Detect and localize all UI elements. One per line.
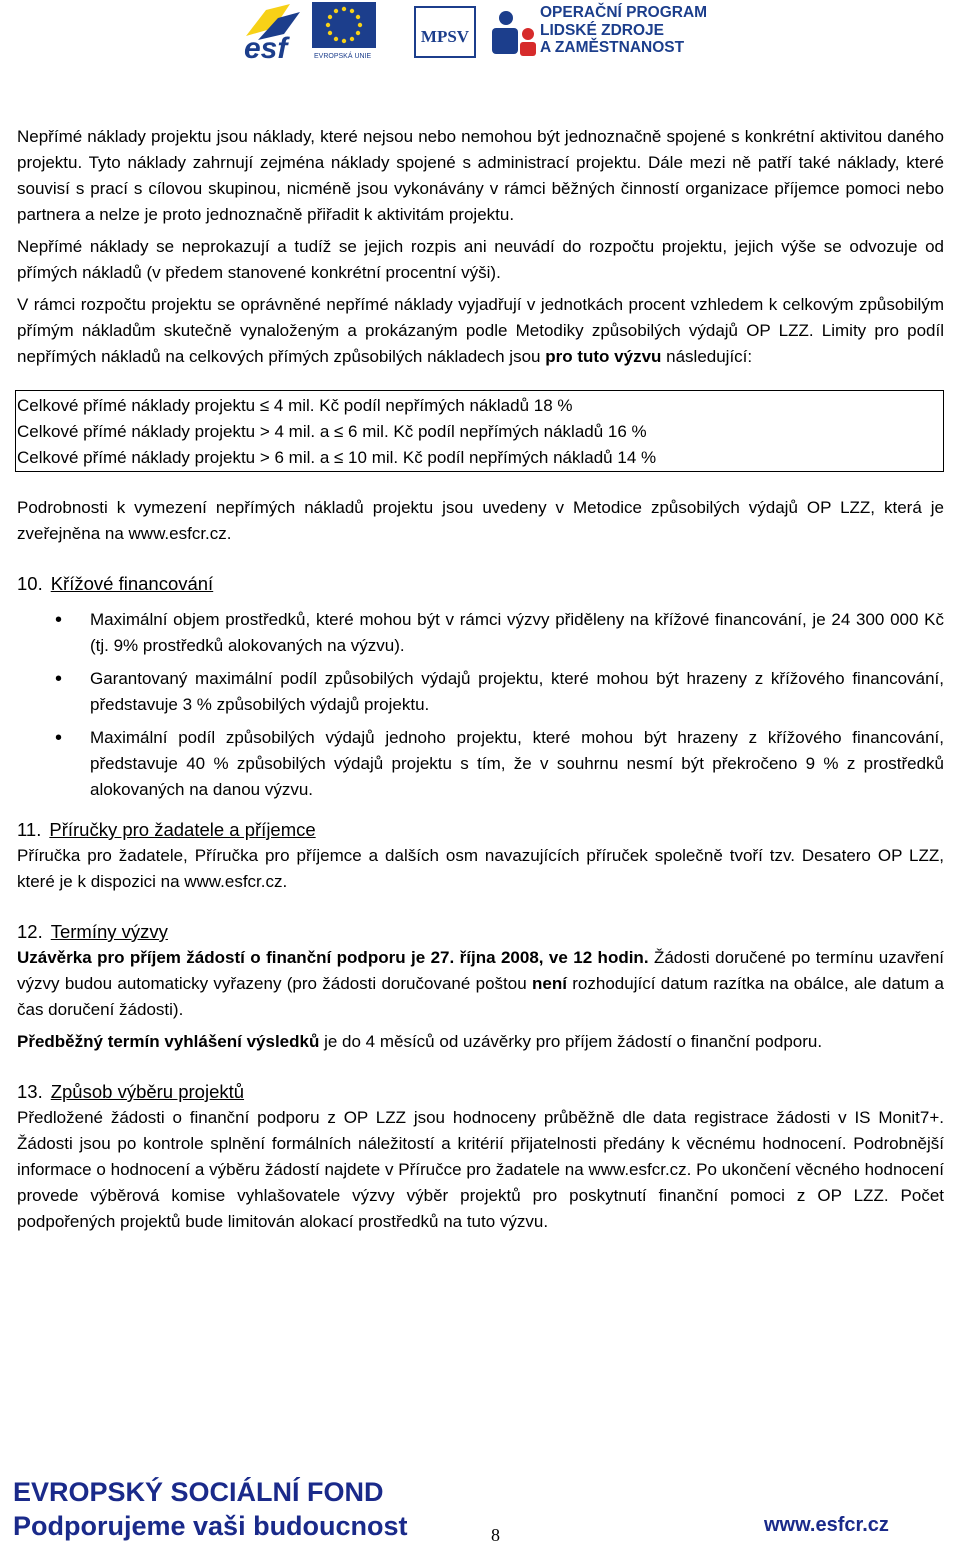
eu-label: EVROPSKÁ UNIE bbox=[314, 53, 372, 60]
limit-line: Celkové přímé náklady projektu > 4 mil. a ≤ 6 mil. Kč podíl nepřímých nákladů 16 % bbox=[17, 422, 647, 441]
section-title: Termíny výzvy bbox=[50, 921, 168, 942]
section-13-heading bbox=[17, 1079, 944, 1105]
op-line-3: A ZAMĚSTNANOST bbox=[540, 39, 685, 56]
section-number: 13. bbox=[17, 1081, 43, 1102]
p3-text-a: V rámci rozpočtu projektu se oprávněné nepřímé náklady vyjadřují v jednotkách procent vzhledem k celkovým způsobilým přímým nákladům skutečně vynaloženým a prokázaným podle Metodiky způsobilých výdajů OP LZZ. Limity pro podíl nepřímých nákladů na celkových přímých způsobilých nákladech jsou bbox=[17, 295, 944, 366]
op-line-2: LIDSKÉ ZDROJE bbox=[540, 21, 665, 39]
results-paragraph bbox=[17, 1029, 944, 1055]
deadline-not-emphasis: není bbox=[532, 974, 567, 993]
limit-line: Celkové přímé náklady projektu > 6 mil. a ≤ 10 mil. Kč podíl nepřímých nákladů 14 % bbox=[17, 448, 657, 467]
esf-logo-text: esf bbox=[244, 32, 288, 62]
section-number: 12. bbox=[17, 921, 43, 942]
footer-slogan bbox=[13, 1475, 408, 1543]
section-title: Křížové financování bbox=[50, 573, 214, 594]
selection-paragraph: Předložené žádosti o finanční podporu z OP LZZ jsou hodnoceny průběžně dle data registrace žádosti v IS Monit7+. Žádosti jsou po kontrole splnění formálních náležitostí a kritérií přijatelnosti předány k věcnému hodnocení. Podrobnější informace o hodnocení a výběru žádostí najdete v Příručce pro žadatele na www.esfcr.cz. Po ukončení věcného hodnocení provede výběrová komise vyhlašovatele výzvy výběr projektů pro poskytnutí finanční pomoci z OP LZZ. Počet podpořených projektů bude limitován alokací prostředků na tuto výzvu. bbox=[17, 1108, 944, 1231]
esf-eu-logo bbox=[238, 0, 378, 62]
limit-line: Celkové přímé náklady projektu ≤ 4 mil. Kč podíl nepřímých nákladů 18 % bbox=[17, 396, 573, 415]
handbooks-paragraph: Příručka pro žadatele, Příručka pro příjemce a dalších osm navazujících příruček společně tvoří tzv. Desatero OP LZZ, které je k dispozici na www.esfcr.cz. bbox=[17, 846, 944, 891]
indirect-costs-paragraph-2: Nepřímé náklady se neprokazují a tudíž se jejich rozpis ani neuvádí do rozpočtu projektu, jejich výše se odvozuje od přímých nákladů (v předem stanovené konkrétní procentní výši). bbox=[17, 237, 944, 282]
results-text: je do 4 měsíců od uzávěrky pro příjem žádostí o finanční podporu. bbox=[319, 1032, 823, 1051]
section-11-heading bbox=[17, 817, 944, 843]
footer-url: www.esfcr.cz bbox=[764, 1514, 889, 1536]
footer-title: EVROPSKÝ SOCIÁLNÍ FOND bbox=[13, 1477, 384, 1507]
deadline-text-a: Žádosti doručené po termínu uzavření výzvy budou automaticky vyřazeny (pro žádosti doručované poštou bbox=[17, 948, 944, 993]
list-item: • Maximální objem prostředků, které mohou být v rámci výzvy přiděleny na křížové financování, je 24 300 000 Kč (tj. 9% prostředků alokovaných na výzvu). bbox=[17, 607, 944, 659]
indirect-costs-paragraph-3 bbox=[17, 292, 944, 370]
mpsv-logo-text: MPSV bbox=[420, 27, 470, 46]
section-number: 11. bbox=[17, 819, 42, 840]
section-number: 10. bbox=[17, 573, 43, 594]
mpsv-logo bbox=[414, 6, 476, 58]
methodology-paragraph: Podrobnosti k vymezení nepřímých nákladů projektu jsou uvedeny v Metodice způsobilých výdajů OP LZZ, která je zveřejněna na www.esfcr.cz. bbox=[17, 498, 944, 543]
document-body bbox=[17, 124, 944, 1235]
limits-box bbox=[15, 390, 944, 472]
list-item: • Maximální podíl způsobilých výdajů jednoho projektu, které mohou být hrazeny z křížového financování, představuje 40 % způsobilých výdajů projektu s tím, že v souhrnu nesmí být překročeno 9 % z prostředků alokovaných na danou výzvu. bbox=[17, 725, 944, 803]
page-number: 8 bbox=[491, 1525, 500, 1545]
header-logos bbox=[238, 0, 708, 62]
footer-subtitle: Podporujeme vaši budoucnost bbox=[13, 1511, 408, 1541]
p3-text-c: následující: bbox=[661, 347, 753, 366]
section-10-heading bbox=[17, 571, 944, 597]
op-line-1: OPERAČNÍ PROGRAM bbox=[540, 4, 708, 21]
list-item: • Garantovaný maximální podíl způsobilých výdajů projektu, které mohou být hrazeny z křížového financování, představuje 3 % způsobilých výdajů projektu. bbox=[17, 666, 944, 718]
results-emphasis: Předběžný termín vyhlášení výsledků bbox=[17, 1032, 320, 1051]
deadline-paragraph bbox=[17, 945, 944, 1023]
cross-financing-list bbox=[17, 607, 944, 803]
section-12-heading bbox=[17, 919, 944, 945]
deadline-text-b: rozhodující datum razítka na obálce, ale datum a čas doručení žádosti). bbox=[17, 974, 945, 1019]
p3-emphasis: pro tuto výzvu bbox=[545, 347, 662, 366]
section-title: Způsob výběru projektů bbox=[50, 1081, 245, 1102]
deadline-emphasis: Uzávěrka pro příjem žádostí o finanční podporu je 27. října 2008, ve 12 hodin. bbox=[17, 948, 649, 967]
op-lzz-title bbox=[540, 4, 707, 57]
indirect-costs-paragraph: Nepřímé náklady projektu jsou náklady, které nejsou nebo nemohou být jednoznačně spojené s konkrétní aktivitou daného projektu. Tyto náklady zahrnují zejména náklady spojené s administrací projektu. Dále mezi ně patří také náklady, které souvisí s prací s cílovou skupinou, nicméně jsou vykonávány v rámci běžných činností organizace příjemce pomoci nebo partnera a nelze je proto jednoznačně přiřadit k aktivitám projektu. bbox=[17, 127, 944, 224]
section-title: Příručky pro žadatele a příjemce bbox=[49, 819, 316, 840]
